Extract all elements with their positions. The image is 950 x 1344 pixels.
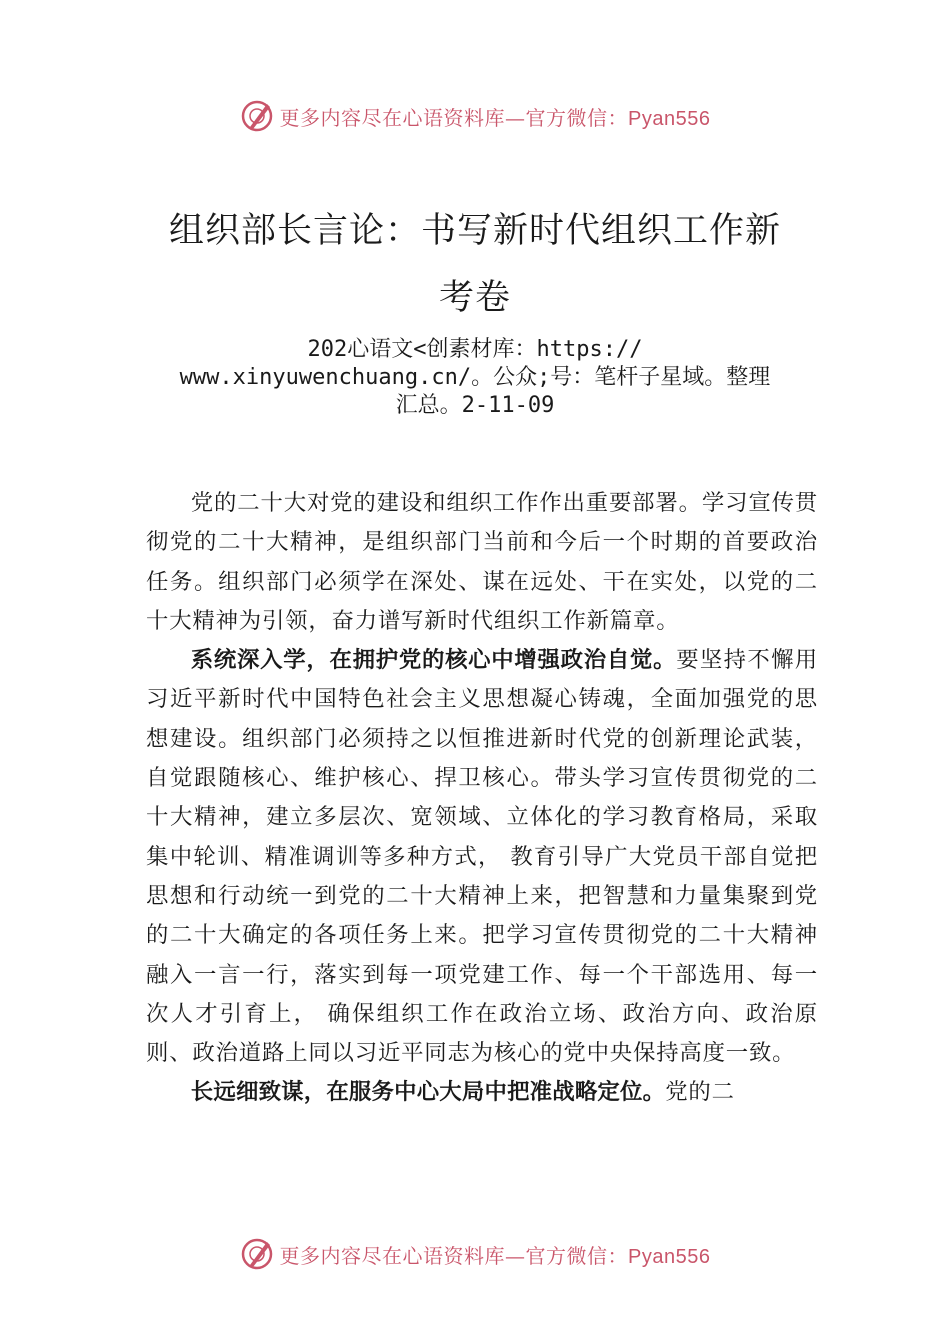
body-paragraph: 系统深入学，在拥护党的核心中增强政治自觉。要坚持不懈用习近平新时代中国特色社会主义思想凝心铸魂，全面加强党的思想建设。组织部门必须持之以恒推进新时代党的创新理论武装，自觉跟随核心、维护核心、捍卫核心。带头学习宣传贯彻党的二十大精神，建立多层次、宽领域、立体化的学习教育格局，采取集中轮训、精准调训等多种方式， 教育引导广大党员干部自觉把思想和行动统一到党的二十大精神上来，把智慧和力量集聚到党的二十大确定的各项任务上来。把学习宣传贯彻党的二十大精神融入一言一行，落实到每一项党建工作、每一个干部选用、每一次人才引育上， 确保组织工作在政治立场、政治方向、政治原则、政治道路上同以习近平同志为核心的党中央保持高度一致。 xyxy=(146,647,818,1067)
pen-logo-icon xyxy=(240,1237,274,1271)
source-line: 汇总。2-11-09 xyxy=(395,393,555,418)
source-line: www.xinyuwenchuang.cn/。公众;号：笔杆子星域。整理 xyxy=(179,365,771,390)
source-note xyxy=(0,336,950,420)
document-title-line1: 组织部长言论：书写新时代组织工作新 xyxy=(168,211,781,251)
document-title-line2: 考卷 xyxy=(438,278,511,318)
watermark-text: 更多内容尽在心语资料库—官方微信：Pyan556 xyxy=(279,1243,711,1268)
pen-logo-icon xyxy=(240,99,274,133)
body-paragraph: 党的二十大对党的建设和组织工作作出重要部署。学习宣传贯彻党的二十大精神，是组织部门当前和今后一个时期的首要政治任务。组织部门必须学在深处、谋在远处、干在实处，以党的二十大精神为引领，奋力谱写新时代组织工作新篇章。 xyxy=(146,490,818,634)
header-watermark xyxy=(0,96,950,136)
paragraph-heading: 系统深入学，在拥护党的核心中增强政治自觉。 xyxy=(190,647,677,674)
article-body xyxy=(146,484,818,1113)
watermark-text: 更多内容尽在心语资料库—官方微信：Pyan556 xyxy=(279,105,711,130)
footer-watermark xyxy=(0,1234,950,1274)
source-line: 202心语文<创素材库：https:// xyxy=(307,337,643,362)
body-paragraph: 长远细致谋，在服务中心大局中把准战略定位。党的二 xyxy=(190,1079,735,1106)
paragraph-heading: 长远细致谋，在服务中心大局中把准战略定位。 xyxy=(190,1079,666,1106)
